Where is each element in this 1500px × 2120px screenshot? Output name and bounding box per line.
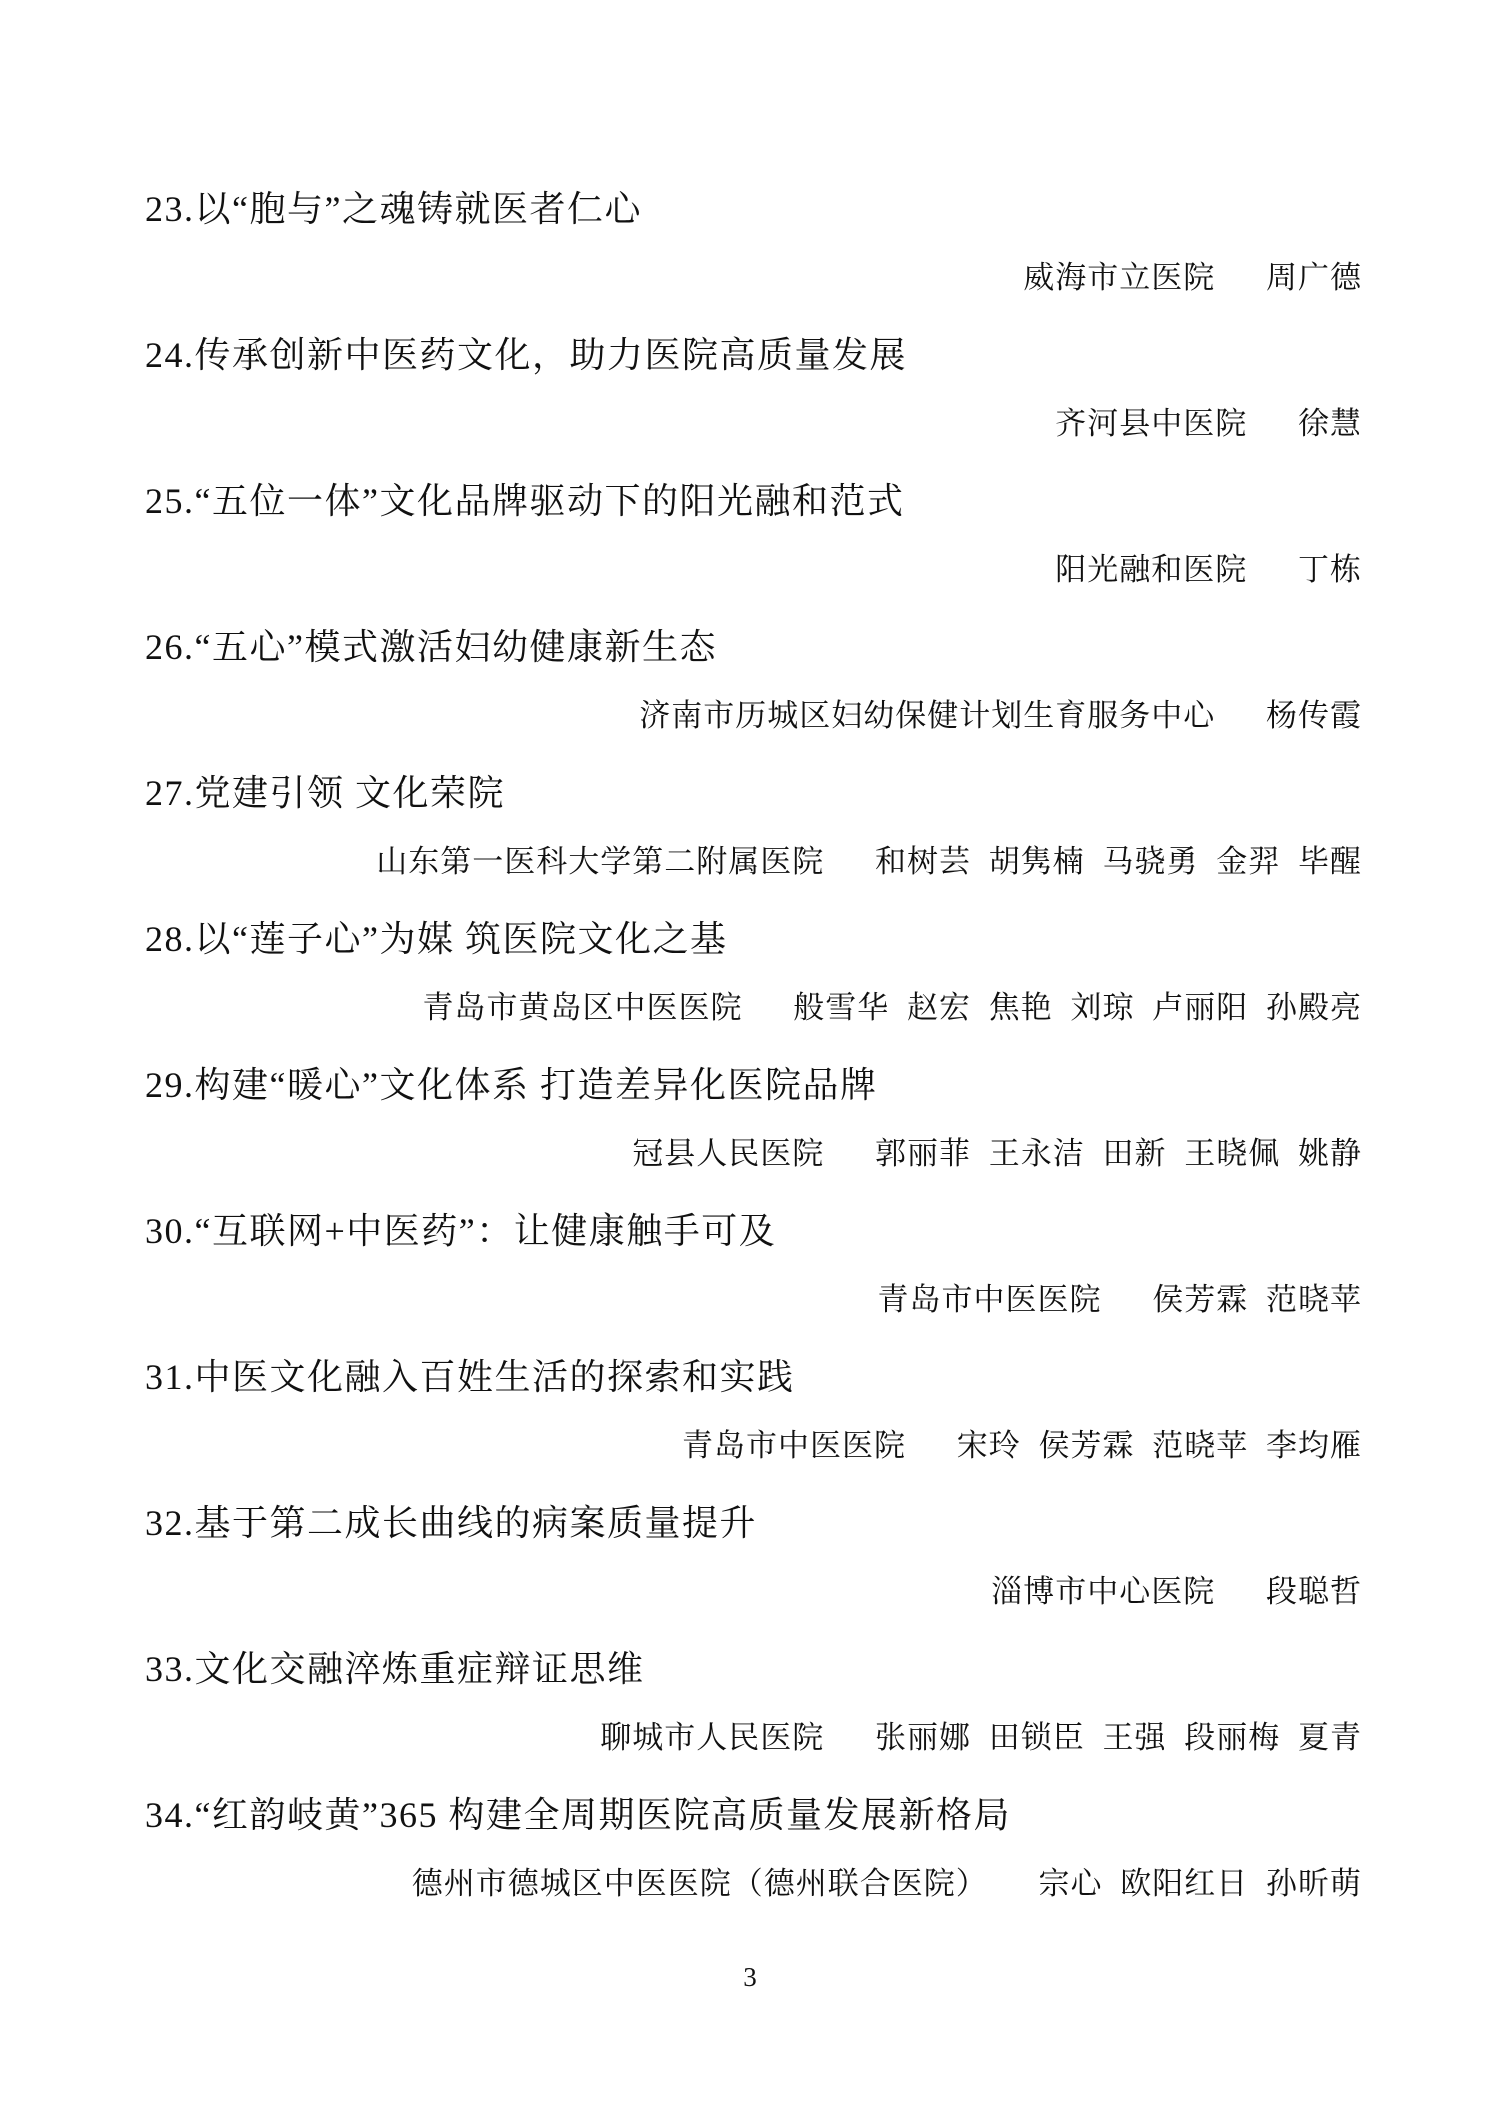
entry-number: 34. <box>145 1795 195 1835</box>
entry-author-line <box>145 1132 1362 1176</box>
entry-number: 32. <box>145 1503 195 1543</box>
entry-authors: 郭丽菲 王永洁 田新 王晓佩 姚静 <box>875 1136 1362 1171</box>
entry-org: 青岛市中医医院 <box>877 1282 1102 1317</box>
entry-number: 23. <box>145 189 195 229</box>
entry-author-line <box>145 402 1362 446</box>
entry-authors: 侯芳霖 范晓苹 <box>1152 1282 1362 1317</box>
list-item <box>145 477 1362 623</box>
entry-title-line <box>145 769 1362 817</box>
entry-number: 24. <box>145 335 195 375</box>
entry-title-line <box>145 623 1362 671</box>
entry-authors: 丁栋 <box>1298 552 1362 587</box>
entry-title: 以“莲子心”为媒 筑医院文化之基 <box>194 919 728 959</box>
entry-org: 聊城市人民医院 <box>600 1720 825 1755</box>
entry-title: “五位一体”文化品牌驱动下的阳光融和范式 <box>194 481 905 521</box>
entry-title-line <box>145 185 1362 233</box>
entry-authors: 和树芸 胡隽楠 马骁勇 金羿 毕醒 <box>875 844 1362 879</box>
entry-authors: 张丽娜 田锁臣 王强 段丽梅 夏青 <box>875 1720 1362 1755</box>
page-number: 3 <box>743 1962 757 1992</box>
entry-title: 传承创新中医药文化，助力医院高质量发展 <box>194 335 908 375</box>
entry-title: 党建引领 文化荣院 <box>194 773 506 813</box>
entry-author-line <box>145 1716 1362 1760</box>
entry-title-line <box>145 1645 1362 1693</box>
entry-author-line <box>145 986 1362 1030</box>
entry-title: “红韵岐黄”365 构建全周期医院高质量发展新格局 <box>194 1795 1011 1835</box>
entry-number: 31. <box>145 1357 195 1397</box>
entry-authors: 宗心 欧阳红日 孙昕萌 <box>1038 1866 1362 1901</box>
entry-authors: 段聪哲 <box>1266 1574 1362 1609</box>
entry-title: 以“胞与”之魂铸就医者仁心 <box>194 189 642 229</box>
entry-org: 德州市德城区中医医院（德州联合医院） <box>411 1866 988 1901</box>
entry-org: 青岛市中医医院 <box>682 1428 906 1463</box>
entry-authors: 周广德 <box>1266 260 1362 295</box>
list-item <box>145 915 1362 1061</box>
entry-number: 28. <box>145 919 195 959</box>
list-item <box>145 1645 1362 1791</box>
entry-number: 25. <box>145 481 195 521</box>
entry-author-line <box>145 1570 1362 1614</box>
entry-title-line <box>145 1499 1362 1547</box>
entry-number: 27. <box>145 773 195 813</box>
entry-number: 26. <box>145 627 195 667</box>
entry-org: 青岛市黄岛区中医医院 <box>422 990 743 1025</box>
entry-authors: 般雪华 赵宏 焦艳 刘琼 卢丽阳 孙殿亮 <box>793 990 1362 1025</box>
entry-title: 中医文化融入百姓生活的探索和实践 <box>194 1357 795 1397</box>
list-item <box>145 1061 1362 1207</box>
entry-org: 齐河县中医院 <box>1055 406 1248 441</box>
entry-author-line <box>145 1862 1362 1906</box>
entry-authors: 宋玲 侯芳霖 范晓苹 李均雁 <box>956 1428 1362 1463</box>
list-item <box>145 1207 1362 1353</box>
entry-author-line <box>145 548 1362 592</box>
entry-list <box>145 185 1362 1937</box>
entry-number: 29. <box>145 1065 195 1105</box>
entry-title: “五心”模式激活妇幼健康新生态 <box>194 627 717 667</box>
entry-title-line <box>145 915 1362 963</box>
entry-author-line <box>145 1278 1362 1322</box>
list-item <box>145 1353 1362 1499</box>
entry-number: 30. <box>145 1211 195 1251</box>
entry-org: 冠县人民医院 <box>632 1136 825 1171</box>
entry-author-line <box>145 1424 1362 1468</box>
entry-org: 济南市历城区妇幼保健计划生育服务中心 <box>639 698 1216 733</box>
entry-authors: 杨传霞 <box>1266 698 1362 733</box>
entry-number: 33. <box>145 1649 195 1689</box>
entry-title: 文化交融淬炼重症辩证思维 <box>194 1649 645 1689</box>
entry-title-line <box>145 477 1362 525</box>
list-item <box>145 1499 1362 1645</box>
list-item <box>145 623 1362 769</box>
entry-author-line <box>145 840 1362 884</box>
list-item <box>145 1791 1362 1937</box>
entry-authors: 徐慧 <box>1298 406 1362 441</box>
entry-org: 山东第一医科大学第二附属医院 <box>376 844 825 879</box>
entry-org: 淄博市中心医院 <box>991 1574 1216 1609</box>
entry-title: “互联网+中医药”：让健康触手可及 <box>194 1211 777 1251</box>
list-item <box>145 331 1362 477</box>
entry-title: 构建“暖心”文化体系 打造差异化医院品牌 <box>194 1065 878 1105</box>
list-item <box>145 185 1362 331</box>
entry-author-line <box>145 694 1362 738</box>
entry-title-line <box>145 1353 1362 1401</box>
entry-title-line <box>145 1791 1362 1839</box>
entry-title-line <box>145 331 1362 379</box>
entry-title-line <box>145 1061 1362 1109</box>
entry-title: 基于第二成长曲线的病案质量提升 <box>194 1503 758 1543</box>
entry-org: 威海市立医院 <box>1023 260 1216 295</box>
entry-author-line <box>145 256 1362 300</box>
entry-org: 阳光融和医院 <box>1055 552 1248 587</box>
entry-title-line <box>145 1207 1362 1255</box>
list-item <box>145 769 1362 915</box>
